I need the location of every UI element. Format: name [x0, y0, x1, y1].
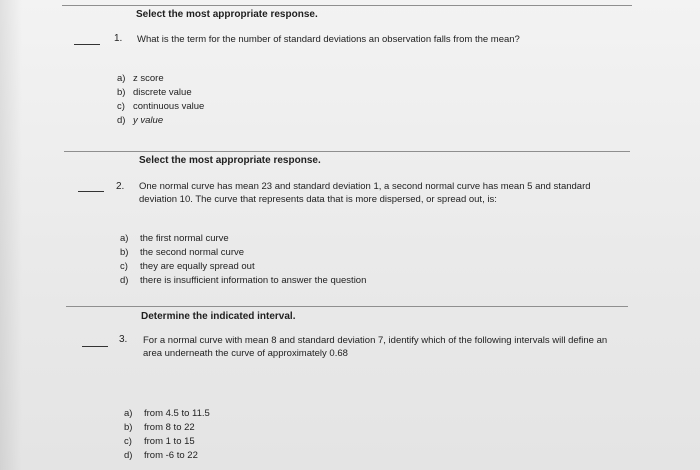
- section-divider: [64, 151, 630, 152]
- option-letter: b): [124, 422, 133, 433]
- option-letter: c): [120, 261, 128, 272]
- q1-heading: Select the most appropriate response.: [136, 9, 318, 20]
- option-text: there is insufficient information to answer the question: [140, 275, 367, 286]
- option-text: from 1 to 15: [144, 436, 195, 447]
- q1-text: What is the term for the number of standard deviations an observation falls from the mean?: [137, 34, 520, 45]
- option-text: they are equally spread out: [140, 261, 255, 272]
- q3-option-d: [124, 450, 198, 461]
- option-text: from -6 to 22: [144, 450, 198, 461]
- q2-option-b: [120, 247, 244, 258]
- option-letter: b): [117, 87, 126, 98]
- q2-option-a: [120, 233, 229, 244]
- q1-option-a: [117, 73, 164, 84]
- option-letter: a): [124, 408, 133, 419]
- q1-answer-blank[interactable]: [74, 44, 100, 45]
- section-divider: [62, 5, 632, 6]
- option-text: from 8 to 22: [144, 422, 195, 433]
- q1-option-d: [117, 115, 163, 126]
- q2-number: 2.: [116, 181, 125, 192]
- option-letter: d): [124, 450, 133, 461]
- q2-option-c: [120, 261, 255, 272]
- option-letter: a): [117, 73, 126, 84]
- q2-answer-blank[interactable]: [78, 191, 104, 192]
- q3-option-b: [124, 422, 195, 433]
- q2-option-d: [120, 275, 366, 286]
- q3-answer-blank[interactable]: [82, 346, 108, 347]
- option-text: continuous value: [133, 101, 205, 112]
- option-text: the second normal curve: [140, 247, 245, 258]
- option-text: from 4.5 to 11.5: [144, 408, 210, 419]
- q3-text: For a normal curve with mean 8 and standard deviation 7, identify which of the following intervals will define an area underneath the curve of approximately 0.68: [143, 335, 608, 359]
- q1-number: 1.: [114, 33, 123, 44]
- option-text: the first normal curve: [140, 233, 229, 244]
- section-divider: [66, 306, 628, 307]
- option-text: z score: [133, 73, 164, 84]
- q3-option-c: [124, 436, 195, 447]
- q3-option-a: [124, 408, 210, 419]
- option-letter: c): [124, 436, 132, 447]
- option-text: discrete value: [133, 87, 192, 98]
- q2-text: One normal curve has mean 23 and standard deviation 1, a second normal curve has mean 5 and standard deviation 10. The curve that represents data that is more dispersed, or spread out, is:: [139, 181, 591, 205]
- page-edge-shadow: [0, 0, 22, 470]
- q3-number: 3.: [119, 334, 128, 345]
- q3-heading: Determine the indicated interval.: [141, 311, 296, 322]
- option-letter: d): [117, 115, 126, 126]
- q1-option-c: [117, 101, 204, 112]
- option-letter: a): [120, 233, 129, 244]
- option-letter: c): [117, 101, 125, 112]
- q2-heading: Select the most appropriate response.: [139, 155, 321, 166]
- option-letter: d): [120, 275, 129, 286]
- option-letter: b): [120, 247, 129, 258]
- q1-option-b: [117, 87, 192, 98]
- option-text: y value: [133, 115, 164, 126]
